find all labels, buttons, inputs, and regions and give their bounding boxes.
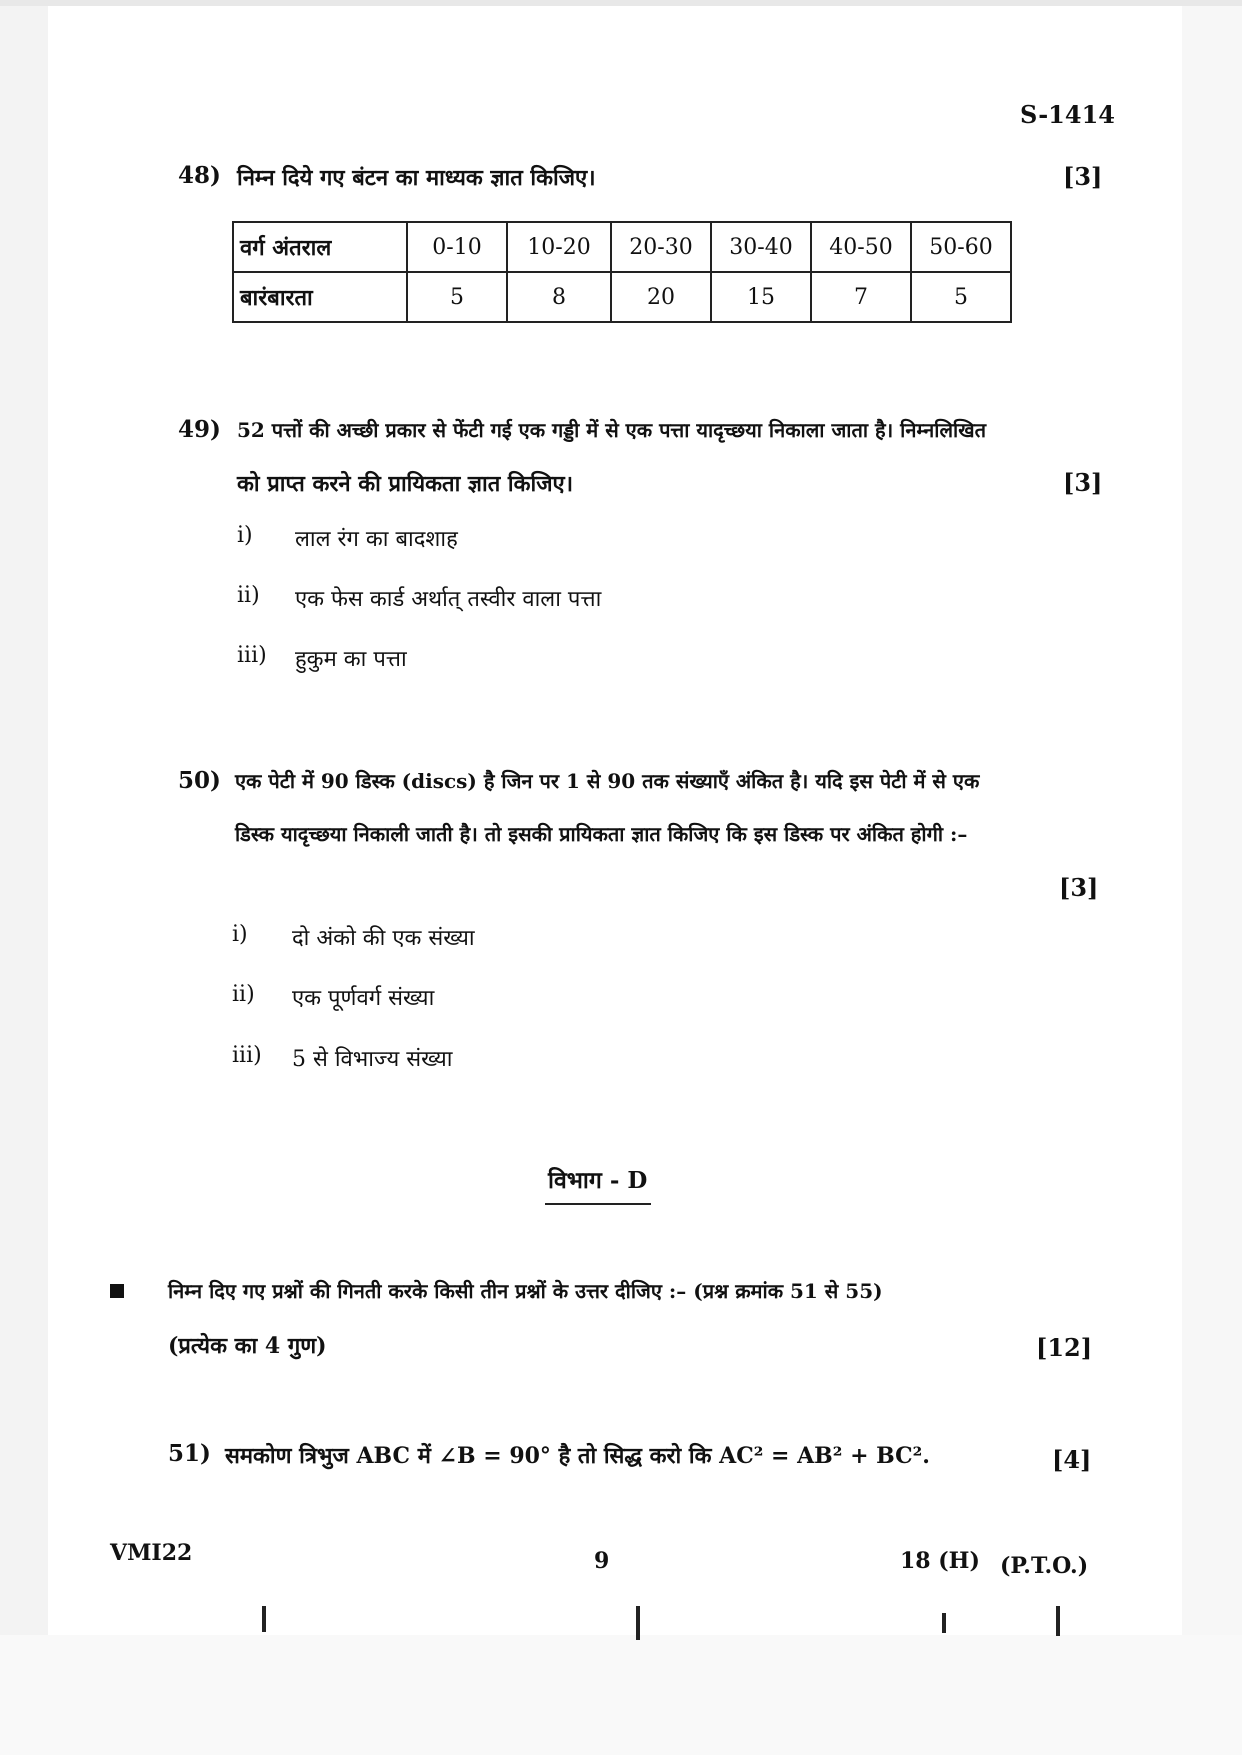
q50-option-number: i) (232, 922, 248, 947)
q49-option-text: एक फेस कार्ड अर्थात् तस्वीर वाला पत्ता (295, 587, 602, 612)
scan-edge-top (0, 0, 1242, 6)
interval-cell: 20-30 (611, 222, 711, 272)
frequency-cell: 7 (811, 272, 911, 322)
frequency-table (232, 221, 1012, 323)
row-label-frequency: बारंबारता (233, 272, 407, 322)
section-marks: [12] (1036, 1333, 1093, 1362)
q50-option-number: ii) (232, 982, 255, 1007)
q49-marks: [3] (1063, 468, 1103, 497)
q51-marks: [4] (1052, 1445, 1092, 1474)
section-instruction-line2: (प्रत्येक का 4 गुण) (168, 1333, 327, 1359)
footer-pto: (P.T.O.) (1000, 1553, 1089, 1579)
q50-option-text: दो अंको की एक संख्या (292, 926, 475, 951)
registration-mark (262, 1606, 266, 1632)
q50-marks: [3] (1059, 873, 1099, 902)
q48-number: 48) (178, 162, 221, 189)
q49-text-line1: 52 पत्तों की अच्छी प्रकार से फेंटी गई एक गड्डी में से एक पत्ता यादृच्छया निकाला जाता है। निम्नलिखित (237, 418, 986, 442)
q50-option-text: एक पूर्णवर्ग संख्या (292, 986, 435, 1011)
q48-text: निम्न दिये गए बंटन का माध्यक ज्ञात किजिए। (237, 165, 596, 191)
registration-mark (636, 1606, 640, 1640)
frequency-cell: 15 (711, 272, 811, 322)
table-row-frequencies (233, 272, 1011, 322)
q50-number: 50) (178, 767, 221, 794)
q49-option-text: हुकुम का पत्ता (295, 647, 407, 672)
interval-cell: 10-20 (507, 222, 611, 272)
registration-mark (1056, 1606, 1060, 1636)
frequency-cell: 5 (911, 272, 1011, 322)
interval-cell: 30-40 (711, 222, 811, 272)
section-instruction-line1: निम्न दिए गए प्रश्नों की गिनती करके किसी तीन प्रश्नों के उत्तर दीजिए :– (प्रश्न क्रमांक 51 से 55) (168, 1279, 883, 1303)
q49-option-number: i) (237, 523, 253, 548)
frequency-cell: 8 (507, 272, 611, 322)
q51-text: समकोण त्रिभुज ABC में ∠B = 90° है तो सिद्ध करो कि AC² = AB² + BC². (225, 1443, 930, 1469)
q49-text-line2: को प्राप्त करने की प्रायिकता ज्ञात किजिए। (237, 471, 574, 497)
paper-code: S-1414 (1020, 100, 1115, 129)
q49-option-number: iii) (237, 643, 267, 668)
q49-option-text: लाल रंग का बादशाह (295, 527, 458, 552)
footer-page-number: 9 (594, 1548, 610, 1574)
row-label-interval: वर्ग अंतराल (233, 222, 407, 272)
bullet-icon (110, 1284, 124, 1298)
q50-text-line1: एक पेटी में 90 डिस्क (discs) है जिन पर 1 से 90 तक संख्याएँ अंकित है। यदि इस पेटी में से एक (235, 769, 980, 793)
registration-mark (942, 1613, 946, 1633)
q50-option-number: iii) (232, 1043, 262, 1068)
section-underline (545, 1203, 651, 1205)
footer-code: VMI22 (110, 1540, 193, 1566)
footer-set: 18 (H) (900, 1548, 980, 1574)
q48-marks: [3] (1063, 162, 1103, 191)
scan-edge-bottom (0, 1635, 1242, 1755)
frequency-cell: 20 (611, 272, 711, 322)
frequency-cell: 5 (407, 272, 507, 322)
scan-edge-left (0, 0, 48, 1755)
q50-option-text: 5 से विभाज्य संख्या (292, 1047, 453, 1072)
q49-number: 49) (178, 416, 221, 443)
scan-edge-right (1182, 0, 1242, 1755)
table-row-intervals (233, 222, 1011, 272)
q51-number: 51) (168, 1440, 211, 1467)
interval-cell: 50-60 (911, 222, 1011, 272)
q49-option-number: ii) (237, 583, 260, 608)
q50-text-line2: डिस्क यादृच्छया निकाली जाती है। तो इसकी प्रायिकता ज्ञात किजिए कि इस डिस्क पर अंकित होगी :– (235, 822, 968, 846)
interval-cell: 40-50 (811, 222, 911, 272)
section-title: विभाग - D (548, 1167, 648, 1194)
interval-cell: 0-10 (407, 222, 507, 272)
